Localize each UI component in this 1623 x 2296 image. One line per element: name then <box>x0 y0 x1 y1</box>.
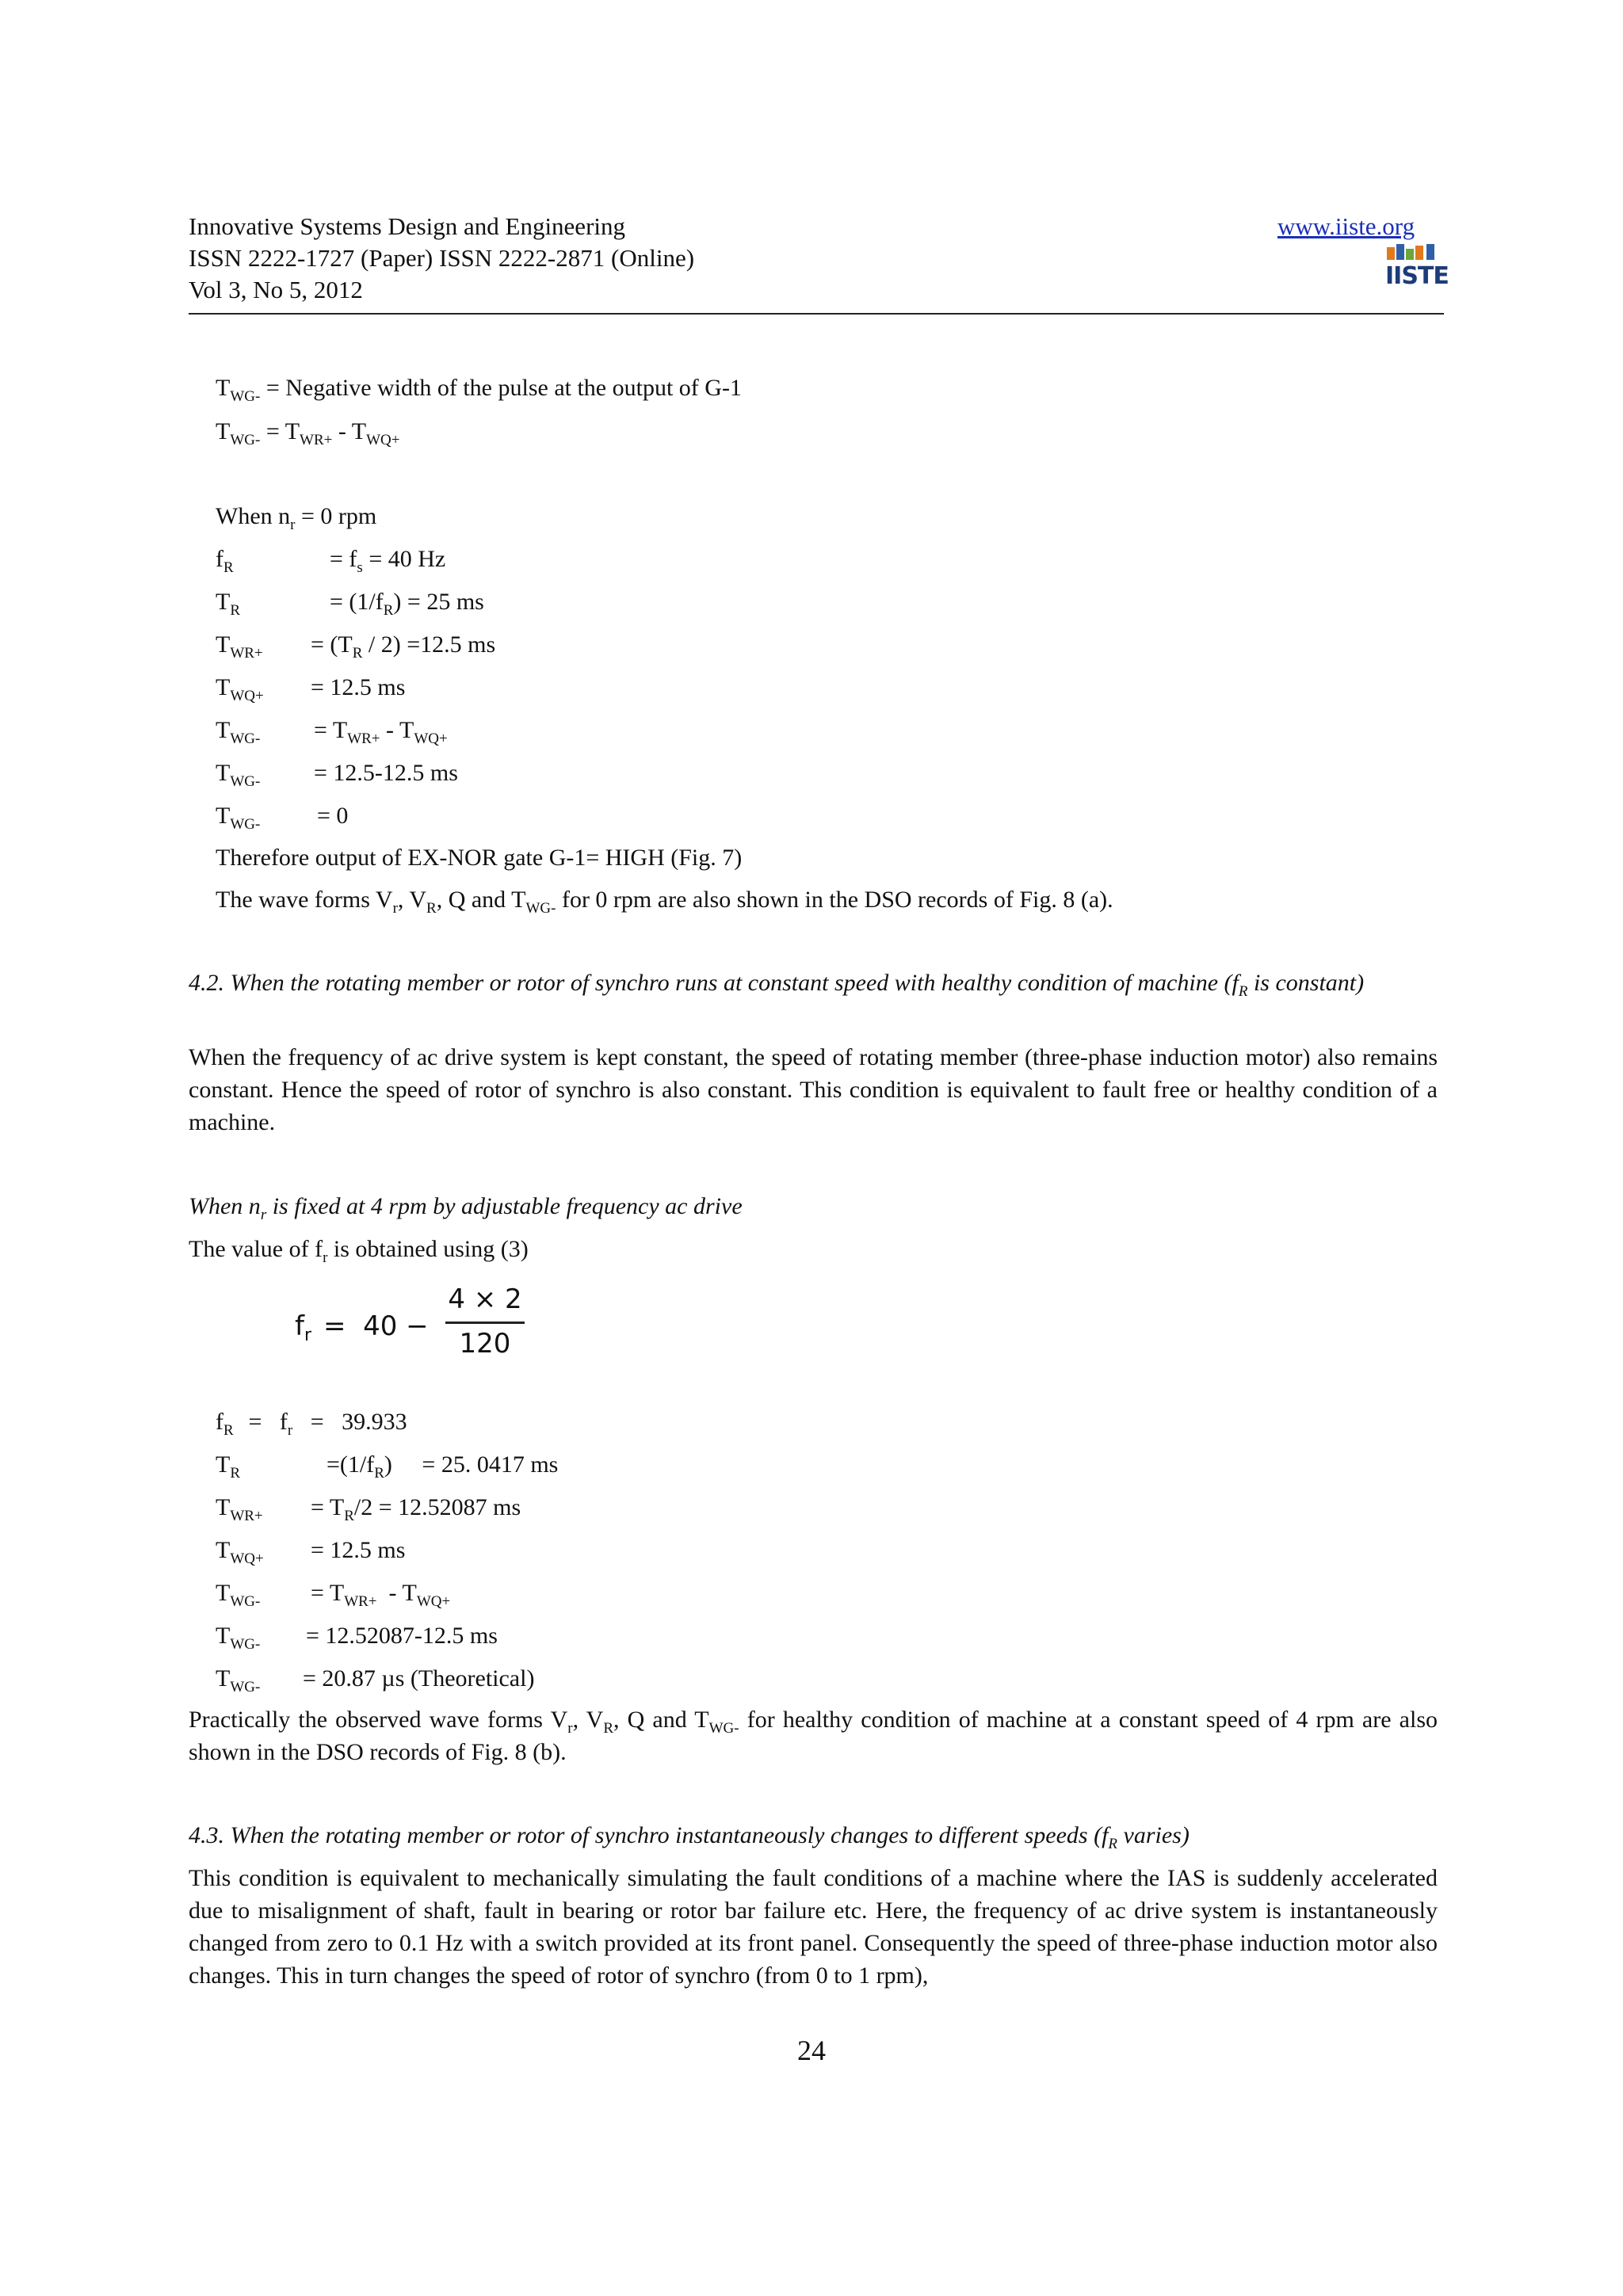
journal-volume: Vol 3, No 5, 2012 <box>189 276 363 303</box>
calc-row: $T_R$ <box>216 589 241 619</box>
fr-formula: $f_r$ = 40 − 4 × 2 120 <box>295 1283 533 1371</box>
calc-row: $f_R$ <box>216 546 234 576</box>
conclusion-line: Therefore output of EX-NOR gate G-1= HIGH (Fig. 7) <box>216 845 743 871</box>
calc-value: = 12.5 ms <box>311 1537 406 1563</box>
calc-value: = 20.87 µs (Theoretical) <box>303 1665 535 1691</box>
calc-value: = $T_R/2 = 12.52087$ ms <box>311 1494 521 1524</box>
twg-definition: $T_{WG-}$ = Negative width of the pulse at the output of G-1 <box>216 375 742 405</box>
case-four-rpm: When $n_r$ is fixed at 4 rpm by adjustable frequency ac drive <box>189 1193 743 1223</box>
paragraph: Practically the observed wave forms $V_r$, $V_R$, Q and $T_{WG-}$ for healthy condition of machine at a constant speed of 4 rpm are also shown in the DSO records of Fig. 8 (b). <box>189 1707 1438 1765</box>
calc-value: = 12.5 ms <box>311 674 406 700</box>
calc-row: $T_{WG-}$ <box>216 1665 261 1695</box>
calc-row: $T_{WR+}$ <box>216 631 263 662</box>
paragraph: When the frequency of ac drive system is kept constant, the speed of rotating member (three-phase induction motor) also remains constant. Hence the speed of rotor of synchro is also constant. This condition is equivalent to fault free or healthy condition of a machine. <box>189 1044 1438 1135</box>
calc-value: = $(1/f_R) = 25$ ms <box>330 589 484 619</box>
calc-value: = 0 <box>317 803 349 829</box>
journal-issn: ISSN 2222-1727 (Paper) ISSN 2222-2871 (Online) <box>189 244 695 272</box>
calc-row: $T_{WG-}$ <box>216 1580 261 1610</box>
twg-equation: $T_{WG-} = T_{WR+} - T_{WQ+}$ <box>216 418 400 448</box>
iiste-logo <box>1385 244 1449 295</box>
calc-value: $=(1/f_R)$ = 25. 0417 ms <box>327 1451 559 1482</box>
calc-value: = $T_{WR+} - T_{WQ+}$ <box>311 1580 451 1610</box>
section-heading-4-3: 4.3. When the rotating member or rotor of synchro instantaneously changes to different speeds ($f_R$ varies) <box>189 1822 1190 1852</box>
calc-row: $T_{WQ+}$ <box>216 674 264 704</box>
calc-row: $T_{WG-}$ <box>216 1623 261 1653</box>
calc-row: $T_{WQ+}$ <box>216 1537 264 1567</box>
page-number: 24 <box>797 2035 826 2066</box>
calc-row: $f_R$ <box>216 1409 234 1439</box>
calc-value: = $f_s = 40$ Hz <box>330 546 446 576</box>
calc-row: $T_R$ <box>216 1451 241 1482</box>
calc-value: = 12.52087-12.5 ms <box>306 1623 498 1649</box>
calc-row: $T_{WG-}$ <box>216 760 261 790</box>
calc-row: $T_{WG-}$ <box>216 803 261 833</box>
journal-url-link[interactable]: www.iiste.org <box>1277 212 1415 240</box>
calc-value: = 12.5-12.5 ms <box>314 760 458 786</box>
waveforms-line: The wave forms $V_r$, $V_R$, Q and $T_{WG-}$ for 0 rpm are also shown in the DSO records of Fig. 8 (a). <box>216 887 1113 917</box>
calc-value: = $(T_R / 2) =12.5$ ms <box>311 631 496 662</box>
logo-wordmark: IISTE <box>1385 262 1449 290</box>
calc-row: $T_{WR+}$ <box>216 1494 263 1524</box>
header-rule <box>189 313 1444 315</box>
journal-title: Innovative Systems Design and Engineering <box>189 212 626 240</box>
value-of-fr: The value of $f_r$ is obtained using (3) <box>189 1236 529 1266</box>
paragraph: This condition is equivalent to mechanically simulating the fault conditions of a machine where the IAS is suddenly accelerated due to misalignment of shaft, fault in bearing or rotor bar failure etc. Here, the frequency of ac drive system is instantaneously changed from zero to 0.1 Hz with a switch provided at its front panel. Consequently the speed of three-phase induction motor also changes. This in turn changes the speed of rotor of synchro (from 0 to 1 rpm), <box>189 1865 1438 1989</box>
calc-value: = $T_{WR+} - T_{WQ+}$ <box>314 717 448 747</box>
calc-row: $T_{WG-}$ <box>216 717 261 747</box>
calc-value: = $f_r = 39.933$ <box>242 1409 407 1439</box>
case-zero-rpm: When $n_r = 0$ rpm <box>216 503 377 533</box>
section-heading-4-2: 4.2. When the rotating member or rotor of synchro runs at constant speed with healthy condition of machine ($f_R$ is constant) <box>189 970 1365 1000</box>
